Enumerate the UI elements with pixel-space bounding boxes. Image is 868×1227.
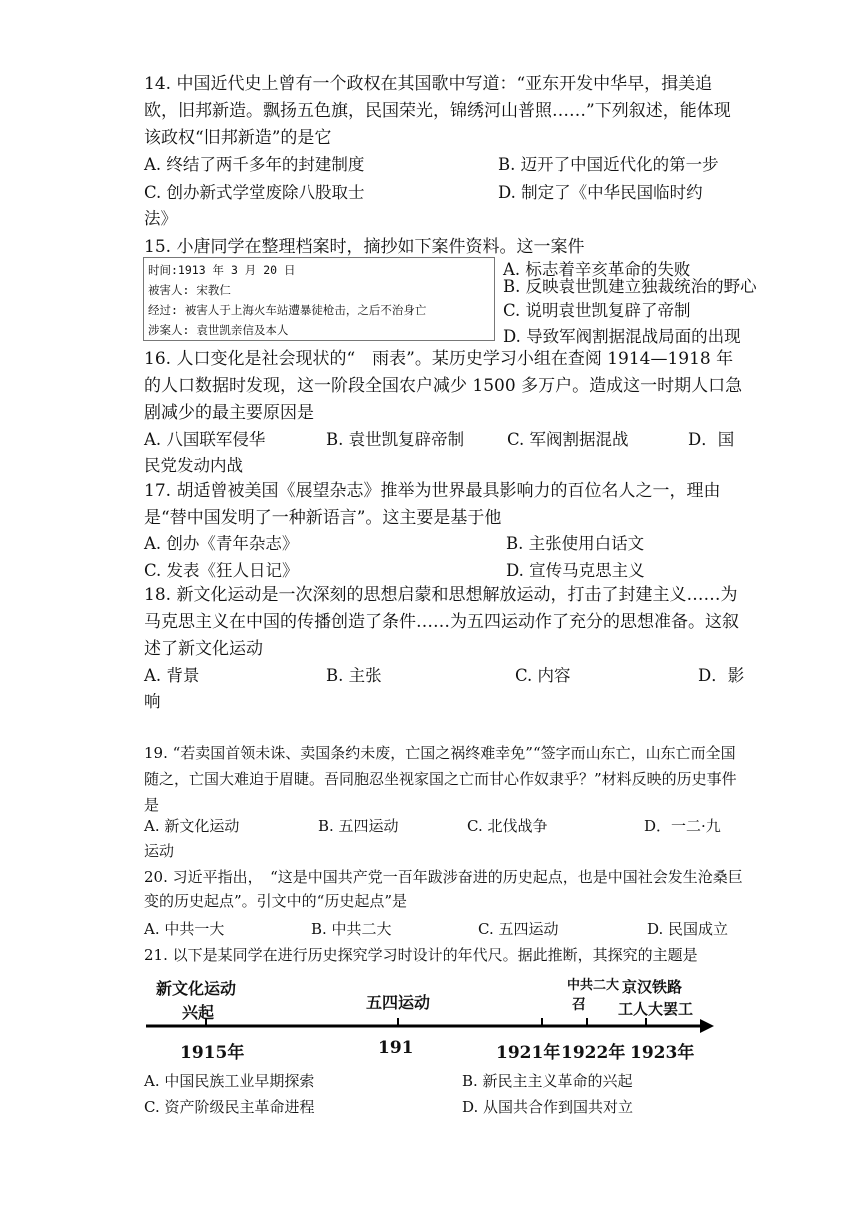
question-14-stem: 14. 中国近代史上曾有一个政权在其国歌中写道：“亚东开发中华早，揖美追欧，旧邦新造。飘扬五色旗，民国荣光，锦绣河山普照……”下列叙述，能体现该政权“旧邦新造”的是它 [144, 74, 731, 148]
question-18-stem: 18. 新文化运动是一次深刻的思想启蒙和思想解放运动，打击了封建主义……为马克思主义在中国的传播创造了条件……为五四运动作了充分的思想准备。这叙述了新文化运动 [144, 585, 739, 659]
q20-option-a[interactable]: A. 中共一大 [144, 920, 225, 938]
timeline-year-1922: 1922年 [561, 1043, 626, 1063]
q16-option-b[interactable]: B. 袁世凯复辟帝制 [326, 430, 465, 449]
q14-option-c[interactable]: C. 创办新式学堂废除八股取士 [144, 183, 365, 202]
q18-option-a[interactable]: A. 背景 [144, 666, 200, 685]
q20-option-c[interactable]: C. 五四运动 [478, 920, 559, 938]
question-17-stem: 17. 胡适曾被美国《展望杂志》推举为世界最具影响力的百位名人之一，理由是“替中国发明了一种新语言”。这主要是基于他 [144, 481, 721, 528]
q18-option-b[interactable]: B. 主张 [326, 666, 382, 685]
timeline-year-1923: 1923年 [630, 1043, 695, 1063]
q14-option-d[interactable]: D. 制定了《中华民国临时约 [498, 183, 703, 202]
q21-option-d[interactable]: D. 从国共合作到国共对立 [462, 1098, 634, 1116]
q18-option-d-continued: 响 [144, 692, 161, 711]
q17-option-a[interactable]: A. 创办《青年杂志》 [144, 534, 299, 553]
timeline-year-1921: 1921年 [496, 1043, 561, 1063]
case-suspect: 涉案人: 袁世凯亲信及本人 [148, 323, 289, 337]
timeline-year-1915: 1915年 [180, 1043, 245, 1063]
timeline-label-may-fourth: 五四运动 [366, 993, 431, 1012]
timeline-year-191: 191 [378, 1038, 414, 1058]
q21-option-b[interactable]: B. 新民主主义革命的兴起 [462, 1072, 633, 1090]
timeline-label-workers-strike: 工人大罢工 [618, 1000, 694, 1018]
timeline-label-rise: 兴起 [182, 1003, 215, 1022]
timeline-label-new-culture: 新文化运动 [156, 979, 237, 998]
q15-option-b[interactable]: B. 反映袁世凯建立独裁统治的野心 [503, 277, 757, 296]
question-15-stem: 15. 小唐同学在整理档案时，摘抄如下案件资料。这一案件 [144, 237, 585, 257]
q19-option-b[interactable]: B. 五四运动 [318, 817, 399, 835]
case-material-box [143, 257, 495, 341]
q16-option-c[interactable]: C. 军阀割据混战 [507, 430, 629, 449]
q18-option-c[interactable]: C. 内容 [515, 666, 571, 685]
q20-option-d[interactable]: D. 民国成立 [647, 920, 729, 938]
q16-option-a[interactable]: A. 八国联军侵华 [144, 430, 266, 449]
case-process: 经过: 被害人于上海火车站遭暴徒枪击，之后不治身亡 [148, 303, 427, 317]
q16-option-d-continued: 民党发动内战 [144, 456, 243, 475]
q16-option-d[interactable]: D．国 [688, 430, 735, 449]
question-16-stem: 16. 人口变化是社会现状的“ 雨表”。某历史学习小组在查阅 1914—1918 年的人口数据时发现，这一阶段全国农户减少 1500 多万户。造成这一时期人口急剧减少的最主要原因是 [144, 349, 743, 423]
timeline-label-convene: 召 [572, 997, 586, 1013]
case-time: 时间:1913 年 3 月 20 日 [148, 263, 296, 277]
q19-option-d[interactable]: D．一二·九 [644, 817, 721, 835]
q19-option-a[interactable]: A. 新文化运动 [144, 817, 240, 835]
q17-option-d[interactable]: D. 宣传马克思主义 [506, 561, 645, 580]
q17-option-b[interactable]: B. 主张使用白话文 [506, 534, 645, 553]
q14-option-d-continued: 法》 [144, 209, 177, 228]
question-19-stem: 19. “若卖国首领未诛、卖国条约未废，亡国之祸终难幸免”“签字而山东亡，山东亡而全国随之，亡国大难迫于眉睫。吾同胞忍坐视家国之亡而甘心作奴隶乎？”材料反映的历史事件是 [144, 744, 737, 814]
q21-option-a[interactable]: A. 中国民族工业早期探索 [144, 1072, 315, 1090]
case-victim: 被害人: 宋教仁 [148, 283, 231, 297]
timeline-ruler [140, 970, 720, 1070]
timeline-label-second-congress: 中共二大 [567, 978, 620, 993]
q18-option-d[interactable]: D．影 [698, 666, 745, 685]
question-21-stem: 21. 以下是某同学在进行历史探究学习时设计的年代尺。据此推断，其探究的主题是 [144, 946, 698, 964]
q20-option-b[interactable]: B. 中共二大 [311, 920, 392, 938]
q19-option-d-continued: 运动 [144, 842, 175, 860]
timeline-label-jinghan-railway: 京汉铁路 [622, 978, 683, 996]
q15-option-a[interactable]: A. 标志着辛亥革命的失败 [503, 260, 691, 279]
q14-option-b[interactable]: B. 迈开了中国近代化的第一步 [498, 155, 719, 174]
q17-option-c[interactable]: C. 发表《狂人日记》 [144, 561, 299, 580]
q15-option-d[interactable]: D. 导致军阀割据混战局面的出现 [503, 327, 741, 346]
q19-option-c[interactable]: C. 北伐战争 [467, 817, 548, 835]
q14-option-a[interactable]: A. 终结了两千多年的封建制度 [144, 155, 365, 174]
question-20-stem: 20. 习近平指出， “这是中国共产党一百年跋涉奋进的历史起点，也是中国社会发生沧桑巨变的历史起点”。引文中的“历史起点”是 [144, 868, 743, 910]
q15-option-c[interactable]: C. 说明袁世凯复辟了帝制 [503, 301, 691, 320]
q21-option-c[interactable]: C. 资产阶级民主革命进程 [144, 1098, 315, 1116]
